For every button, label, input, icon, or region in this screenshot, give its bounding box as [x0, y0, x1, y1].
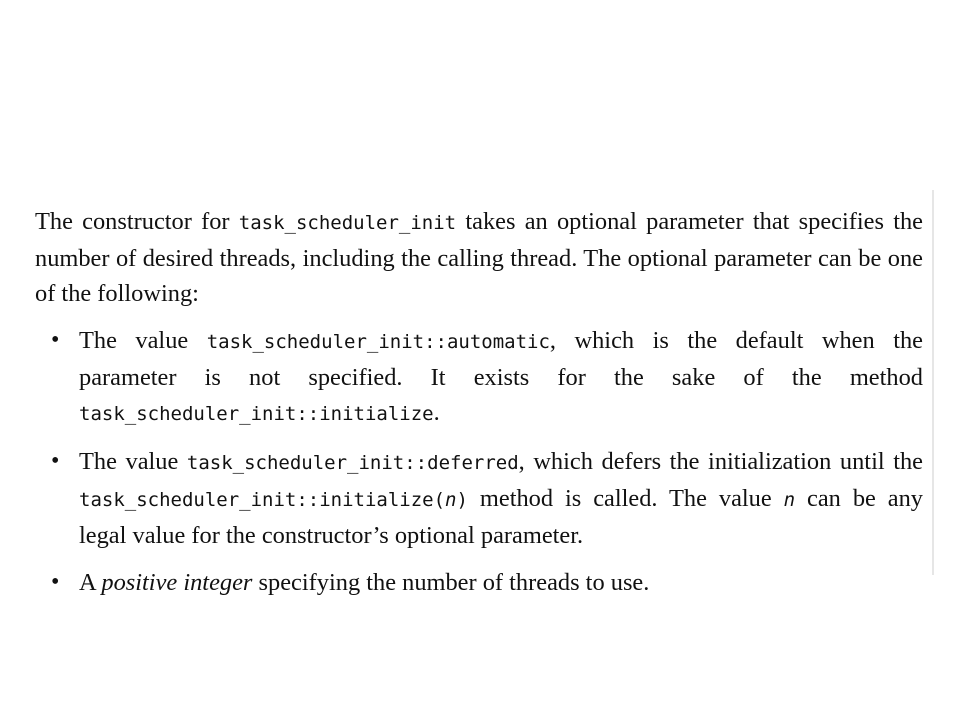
- bullet-icon: •: [51, 569, 60, 595]
- b1-text-1: The value: [79, 327, 207, 354]
- list-item-positive-integer: [35, 565, 923, 600]
- b3-text-2: specifying the number of threads to use.: [252, 569, 650, 596]
- document-page: [35, 204, 923, 612]
- b2-text-3: method is called. The value: [467, 485, 784, 512]
- b2-code-initialize-n: [79, 489, 468, 511]
- list-item-deferred: [35, 444, 923, 553]
- b2-code-var-n: n: [445, 489, 457, 511]
- page-edge-rule: [932, 190, 934, 575]
- b2-var-n-wrapper: [784, 489, 795, 511]
- b3-emphasis-positive-integer: positive integer: [101, 569, 253, 596]
- intro-paragraph: [35, 204, 923, 311]
- b2-code-initialize-prefix: task_scheduler_init::initialize(: [79, 489, 446, 511]
- intro-text-1: The constructor for: [35, 208, 239, 235]
- b1-code-initialize: task_scheduler_init::initialize: [79, 403, 434, 425]
- b2-code-initialize-suffix: ): [456, 489, 468, 511]
- b2-code-deferred: task_scheduler_init::deferred: [186, 452, 519, 474]
- list-item-automatic: [35, 323, 923, 432]
- b2-text-2: , which defers the initialization until the: [518, 448, 923, 475]
- intro-text-2: takes an optional parameter that specifies the number of desired threads, including the calling thread. The optional parameter can be one of the following:: [35, 208, 924, 307]
- b1-text-3: .: [433, 399, 440, 426]
- bullet-icon: •: [51, 327, 60, 353]
- b1-code-automatic: task_scheduler_init::automatic: [206, 331, 550, 353]
- b1-text-2: , which is the default when the parameter is not specified. It exists for the sake of the method: [79, 327, 923, 391]
- b2-text-1: The value: [79, 448, 187, 475]
- options-list: [35, 323, 923, 600]
- bullet-icon: •: [51, 448, 60, 474]
- b2-text-4: can be any legal value for the constructor’s optional parameter.: [79, 485, 923, 549]
- b2-var-n: n: [783, 489, 796, 511]
- intro-code-task-scheduler-init: task_scheduler_init: [238, 212, 457, 234]
- b3-text-1: A: [79, 569, 102, 596]
